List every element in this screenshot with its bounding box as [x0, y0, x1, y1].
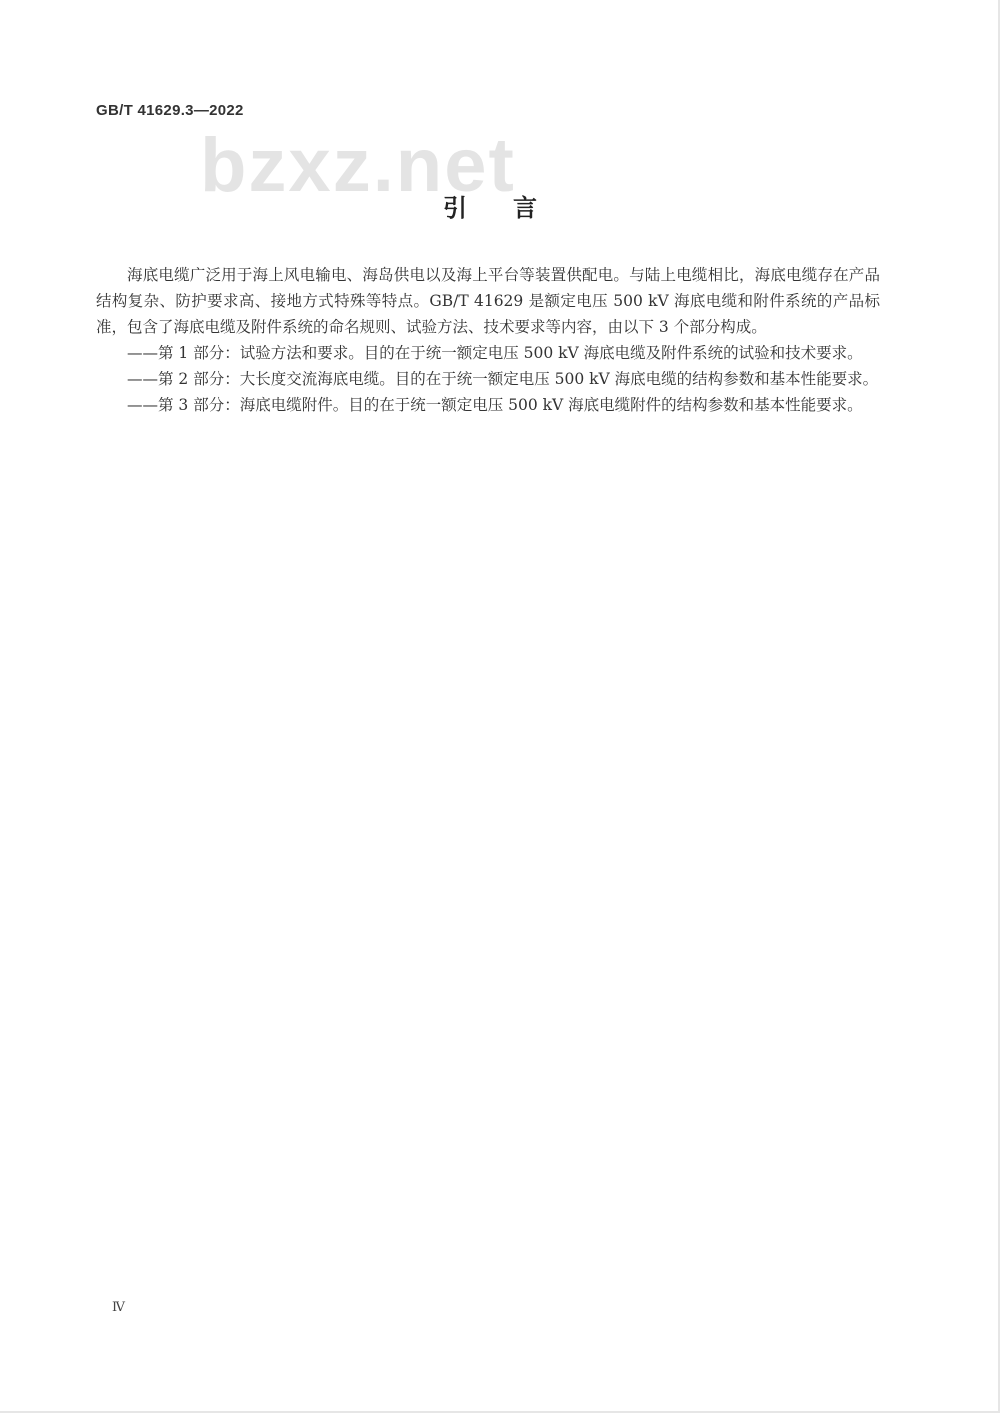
body-content: [96, 262, 880, 418]
page-number: Ⅳ: [112, 1300, 125, 1315]
part-3-item: ——第 3 部分：海底电缆附件。目的在于统一额定电压 500 kV 海底电缆附件的结构参数和基本性能要求。: [127, 396, 863, 414]
part-1-item: ——第 1 部分：试验方法和要求。目的在于统一额定电压 500 kV 海底电缆及附件系统的试验和技术要求。: [127, 344, 863, 362]
standard-code: GB/T 41629.3—2022: [96, 102, 244, 119]
watermark: bzxz.net: [200, 123, 516, 208]
part-2-item: ——第 2 部分：大长度交流海底电缆。目的在于统一额定电压 500 kV 海底电缆的结构参数和基本性能要求。: [127, 370, 879, 388]
section-title: 引言: [443, 194, 583, 222]
intro-paragraph: 海底电缆广泛用于海上风电输电、海岛供电以及海上平台等装置供配电。与陆上电缆相比，海底电缆存在产品结构复杂、防护要求高、接地方式特殊等特点。GB/T 41629 是额定电压 500 kV 海底电缆和附件系统的产品标准，包含了海底电缆及附件系统的命名规则、试验方法、技术要求等内容，由以下 3 个部分构成。: [96, 266, 880, 336]
